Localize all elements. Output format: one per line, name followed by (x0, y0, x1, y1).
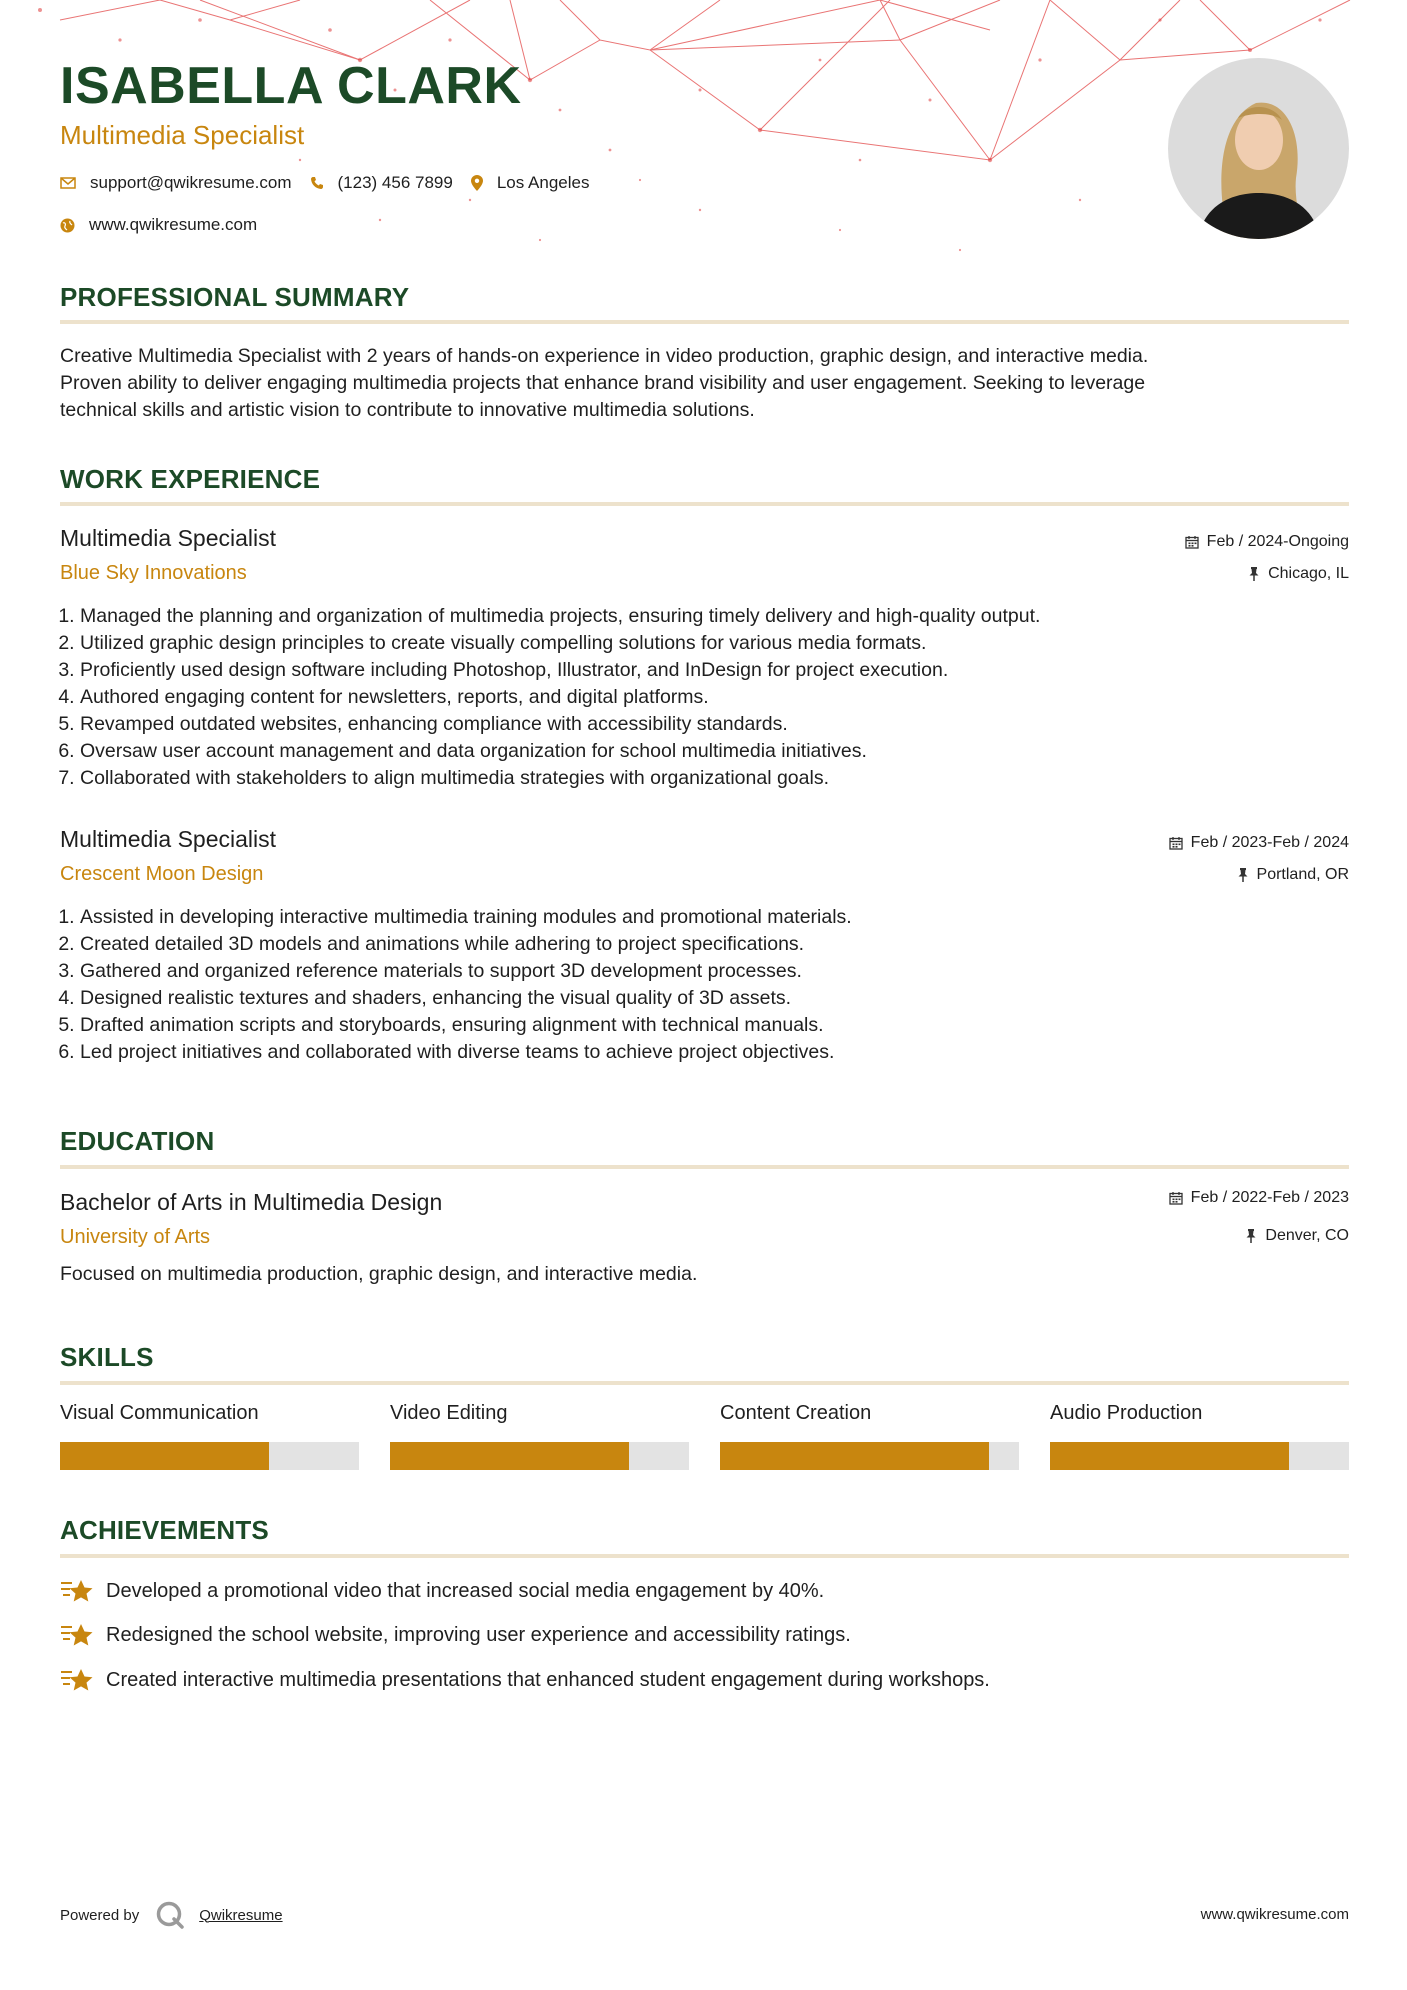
star-icon (60, 1577, 94, 1605)
star-icon (60, 1621, 94, 1649)
phone-text: (123) 456 7899 (337, 173, 453, 192)
achievement-item (60, 1621, 851, 1649)
skill-bar (1050, 1442, 1349, 1470)
list-item: 4. Authored engaging content for newsletters, reports, and digital platforms. (80, 684, 1380, 711)
map-pin-icon (471, 175, 483, 191)
job-date (1169, 834, 1349, 852)
skill-bar (60, 1442, 359, 1470)
skill-item (1050, 1402, 1349, 1428)
skill-bar-fill (1050, 1442, 1289, 1470)
calendar-icon (1185, 535, 1199, 549)
contact-row (60, 173, 607, 193)
contact-website[interactable] (60, 215, 257, 235)
skill-item (390, 1402, 689, 1428)
pushpin-icon (1248, 567, 1260, 581)
achievement-item (60, 1666, 990, 1694)
summary-text (60, 343, 1349, 424)
achievement-text: Redesigned the school website, improving user experience and accessibility ratings. (106, 1623, 851, 1646)
candidate-title: Multimedia Specialist (60, 120, 305, 150)
contact-phone[interactable] (310, 173, 453, 193)
list-item: 6. Led project initiatives and collaborated with diverse teams to achieve project objectives. (80, 1039, 1380, 1066)
list-item: 3. Proficiently used design software including Photoshop, Illustrator, and InDesign for project execution. (80, 657, 1380, 684)
list-item: 6. Oversaw user account management and data organization for school multimedia initiatives. (80, 738, 1380, 765)
achievement-text: Created interactive multimedia presentations that enhanced student engagement during workshops. (106, 1668, 990, 1691)
experience-divider (60, 502, 1349, 506)
skills-divider (60, 1381, 1349, 1385)
summary-line: Creative Multimedia Specialist with 2 years of hands-on experience in video production, graphic design, and interactive media. (60, 345, 1149, 367)
achievements-divider (60, 1554, 1349, 1558)
job-date (1185, 533, 1349, 551)
job-location (1248, 565, 1349, 583)
job-date-text: Feb / 2024-Ongoing (1206, 533, 1349, 550)
education-divider (60, 1165, 1349, 1169)
skill-bar-fill (720, 1442, 989, 1470)
footer-website[interactable]: www.qwikresume.com (1200, 1906, 1349, 1923)
skill-name: Content Creation (720, 1402, 872, 1424)
degree-title: Bachelor of Arts in Multimedia Design (60, 1189, 443, 1215)
list-item: 4. Designed realistic textures and shaders, enhancing the visual quality of 3D assets. (80, 985, 1380, 1012)
experience-heading: WORK EXPERIENCE (60, 464, 321, 494)
list-item: 2. Utilized graphic design principles to create visually compelling solutions for various media formats. (80, 630, 1380, 657)
skills-heading: SKILLS (60, 1342, 154, 1372)
list-item: 3. Gathered and organized reference materials to support 3D development processes. (80, 958, 1380, 985)
job-location-text: Chicago, IL (1268, 565, 1349, 582)
list-item: 7. Collaborated with stakeholders to align multimedia strategies with organizational goals. (80, 765, 1380, 792)
email-text: support@qwikresume.com (90, 173, 292, 192)
achievement-text: Developed a promotional video that increased social media engagement by 40%. (106, 1579, 825, 1602)
education-description: Focused on multimedia production, graphic design, and interactive media. (60, 1263, 698, 1285)
contact-email[interactable] (60, 173, 292, 193)
skill-name: Visual Communication (60, 1402, 259, 1424)
job-location-text: Portland, OR (1256, 866, 1349, 883)
education-location (1245, 1227, 1349, 1245)
profile-photo (1168, 58, 1349, 239)
qwikresume-link[interactable]: Qwikresume (199, 1906, 283, 1924)
candidate-name: ISABELLA CLARK (60, 57, 522, 115)
job-company: Blue Sky Innovations (60, 562, 247, 584)
qwikresume-logo-icon (155, 1900, 185, 1930)
skill-bar (390, 1442, 689, 1470)
list-item: 5. Revamped outdated websites, enhancing compliance with accessibility standards. (80, 711, 1380, 738)
achievements-heading: ACHIEVEMENTS (60, 1515, 269, 1545)
education-location-text: Denver, CO (1265, 1227, 1349, 1244)
skill-bar-fill (60, 1442, 269, 1470)
education-date (1169, 1189, 1349, 1207)
list-item: 1. Assisted in developing interactive multimedia training modules and promotional materials. (80, 904, 1380, 931)
skill-name: Audio Production (1050, 1402, 1203, 1424)
summary-line: technical skills and artistic vision to contribute to innovative multimedia solutions. (60, 399, 755, 421)
skill-item (720, 1402, 1019, 1428)
job-company: Crescent Moon Design (60, 863, 264, 885)
job-date-text: Feb / 2023-Feb / 2024 (1190, 834, 1349, 851)
job-bullets (48, 904, 1380, 1066)
list-item: 1. Managed the planning and organization of multimedia projects, ensuring timely delivery and high-quality output. (80, 603, 1380, 630)
calendar-icon (1169, 1191, 1183, 1205)
skill-name: Video Editing (390, 1402, 508, 1424)
education-date-text: Feb / 2022-Feb / 2023 (1190, 1189, 1349, 1206)
job-title: Multimedia Specialist (60, 525, 277, 551)
calendar-icon (1169, 836, 1183, 850)
school-name: University of Arts (60, 1226, 211, 1248)
list-item: 5. Drafted animation scripts and storyboards, ensuring alignment with technical manuals. (80, 1012, 1380, 1039)
skill-item (60, 1402, 359, 1428)
job-title: Multimedia Specialist (60, 826, 277, 852)
pushpin-icon (1245, 1229, 1257, 1243)
education-heading: EDUCATION (60, 1126, 215, 1156)
job-location (1237, 866, 1349, 884)
contact-row-2 (60, 215, 275, 235)
summary-line: Proven ability to deliver engaging multimedia projects that enhance brand visibility and user engagement. Seeking to leverage (60, 372, 1146, 394)
achievement-item (60, 1577, 824, 1605)
summary-divider (60, 320, 1349, 324)
contact-location (471, 173, 590, 193)
summary-heading: PROFESSIONAL SUMMARY (60, 282, 410, 312)
list-item: 2. Created detailed 3D models and animations while adhering to project specifications. (80, 931, 1380, 958)
footer-powered-by (60, 1900, 283, 1930)
skill-bar-fill (390, 1442, 629, 1470)
job-bullets (48, 603, 1380, 792)
pushpin-icon (1237, 868, 1249, 882)
website-text: www.qwikresume.com (89, 215, 258, 234)
powered-by-label: Powered by (60, 1906, 140, 1924)
location-text: Los Angeles (496, 173, 590, 192)
star-icon (60, 1666, 94, 1694)
globe-icon (60, 218, 75, 233)
skill-bar (720, 1442, 1019, 1470)
phone-icon (310, 176, 324, 190)
envelope-icon (60, 177, 76, 189)
